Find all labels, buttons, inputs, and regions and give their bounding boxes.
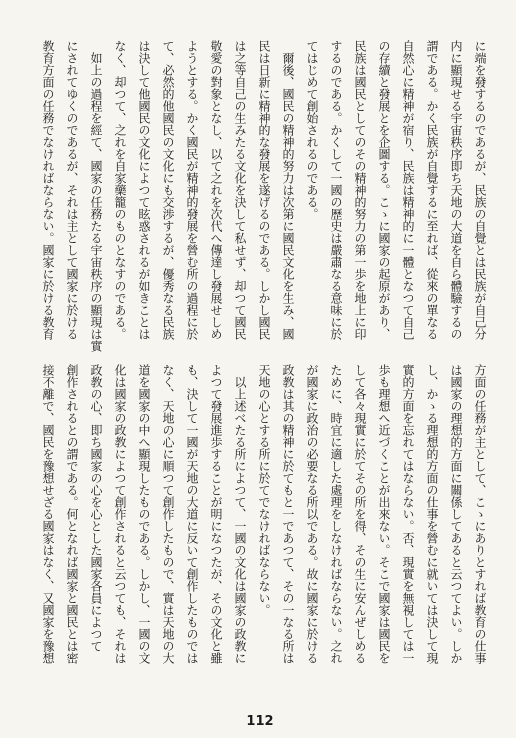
text-column: ために、時宜に適した處理をしなければならない。之れ [329, 364, 343, 664]
text-column: の存續と發展とを企圖する。こゝに國家の起原があり、 [377, 40, 391, 340]
text-column: 接不離で、國民を豫想せざる國家はなく、又國家を豫想 [41, 364, 55, 664]
text-column: が國家に政治の必要なる所以である。故に國家に於ける [305, 364, 319, 664]
text-column: 謂である。かく民族が自覺するに至れば、從來の單なる [425, 40, 439, 340]
page-number: 112 [246, 714, 274, 729]
text-column: 政教の心、即ち國家の心を心とした國家各員によつて [89, 364, 103, 652]
text-column: なく、却つて、之れを自家藥籠のものとなすのである。 [113, 40, 127, 340]
text-column: 實的方面を忘れてはならない。否、現實を無視しては一 [401, 364, 415, 664]
text-column: 如上の過程を經て、國家の任務たる宇宙秩序の顯現は實 [89, 40, 103, 352]
text-column: 創作されるとの謂である。何となれば國家と國民とは密 [65, 364, 79, 664]
text-column: は國家の理想的方面に關係してあると云つてよい。しか [449, 364, 463, 664]
text-column: 天地の心とする所に於てでなければならない。 [257, 364, 271, 616]
text-column: 化は國家の政教によつて創作されると云つても、それは [113, 364, 127, 664]
text-column: 以上述べたる所によつて、一國の文化は國家の政教に [233, 364, 247, 664]
text-column: するのである。かくして一國の歷史は嚴肅なる意味に於 [329, 40, 343, 340]
text-column: 内に顯現せる宇宙秩序即ち天地の大道を自ら體驗するの [449, 40, 463, 340]
text-column: 道を國家の中へ顯現したものである。しかし、一國の文 [137, 364, 151, 664]
text-column: 教育方面の任務でなければならない。國家に於ける教育 [41, 40, 55, 340]
text-column: ようとする。かく國民が精神的發展を營む所の過程に於 [185, 40, 199, 340]
text-column: なく、天地の心に順つて創作したもので、實は天地の大 [161, 364, 175, 664]
text-column: は之等自己の生みたる文化を決して私せず、却つて國民 [233, 40, 247, 340]
text-column: 爾後、國民の精神的努力は次第に國民文化を生み、國 [281, 40, 295, 340]
text-column: し、かゝる理想的方面の仕事を營むに就いては決して現 [425, 364, 439, 664]
text-column: 政教は其の精神に於てもと一であつて、その一なる所は [281, 364, 295, 664]
text-column: に端を發するのであるが、民族の自覺とは民族が自己分 [473, 40, 487, 340]
text-column: 敬愛の對象となし、以て之れを次代へ傳達し發展せしめ [209, 40, 223, 340]
bottom-text-block [30, 364, 492, 674]
text-column: 民は日新に精神的な發展を遂げるのである。しかし國民 [257, 40, 271, 340]
top-text-block [41, 40, 492, 352]
text-column: 歩も理想へ近づくことが出來ない。そこで國家は國民を [377, 364, 391, 664]
text-column: 自然心に精神が宿り、民族は精神的に一體となつて自己 [401, 40, 415, 340]
text-column: てはじめて創始されるのである。 [305, 40, 319, 220]
text-column: して各々現實に於てその所を得、その生に安んぜしめる [353, 364, 367, 664]
text-column: は決して他國民の文化によつて眩惑されるが如きことは [137, 40, 151, 340]
text-column: にされてゆくのであるが、それは主として國家に於ける [65, 40, 79, 340]
text-column: よつて發展進歩することが明になつたが、その文化と雖 [209, 364, 223, 664]
text-column: 民族は國民としてのその精神的努力の第一歩を地上に印 [353, 40, 367, 340]
text-column: も、決して一國が天地の大道に反いて創作したものでは [185, 364, 199, 664]
text-column: 方面の任務が主として、こゝにありとすれば教育の仕事 [473, 364, 487, 664]
text-column: て、必然的他國民の文化にも交渉するが、優秀なる民族 [161, 40, 175, 340]
